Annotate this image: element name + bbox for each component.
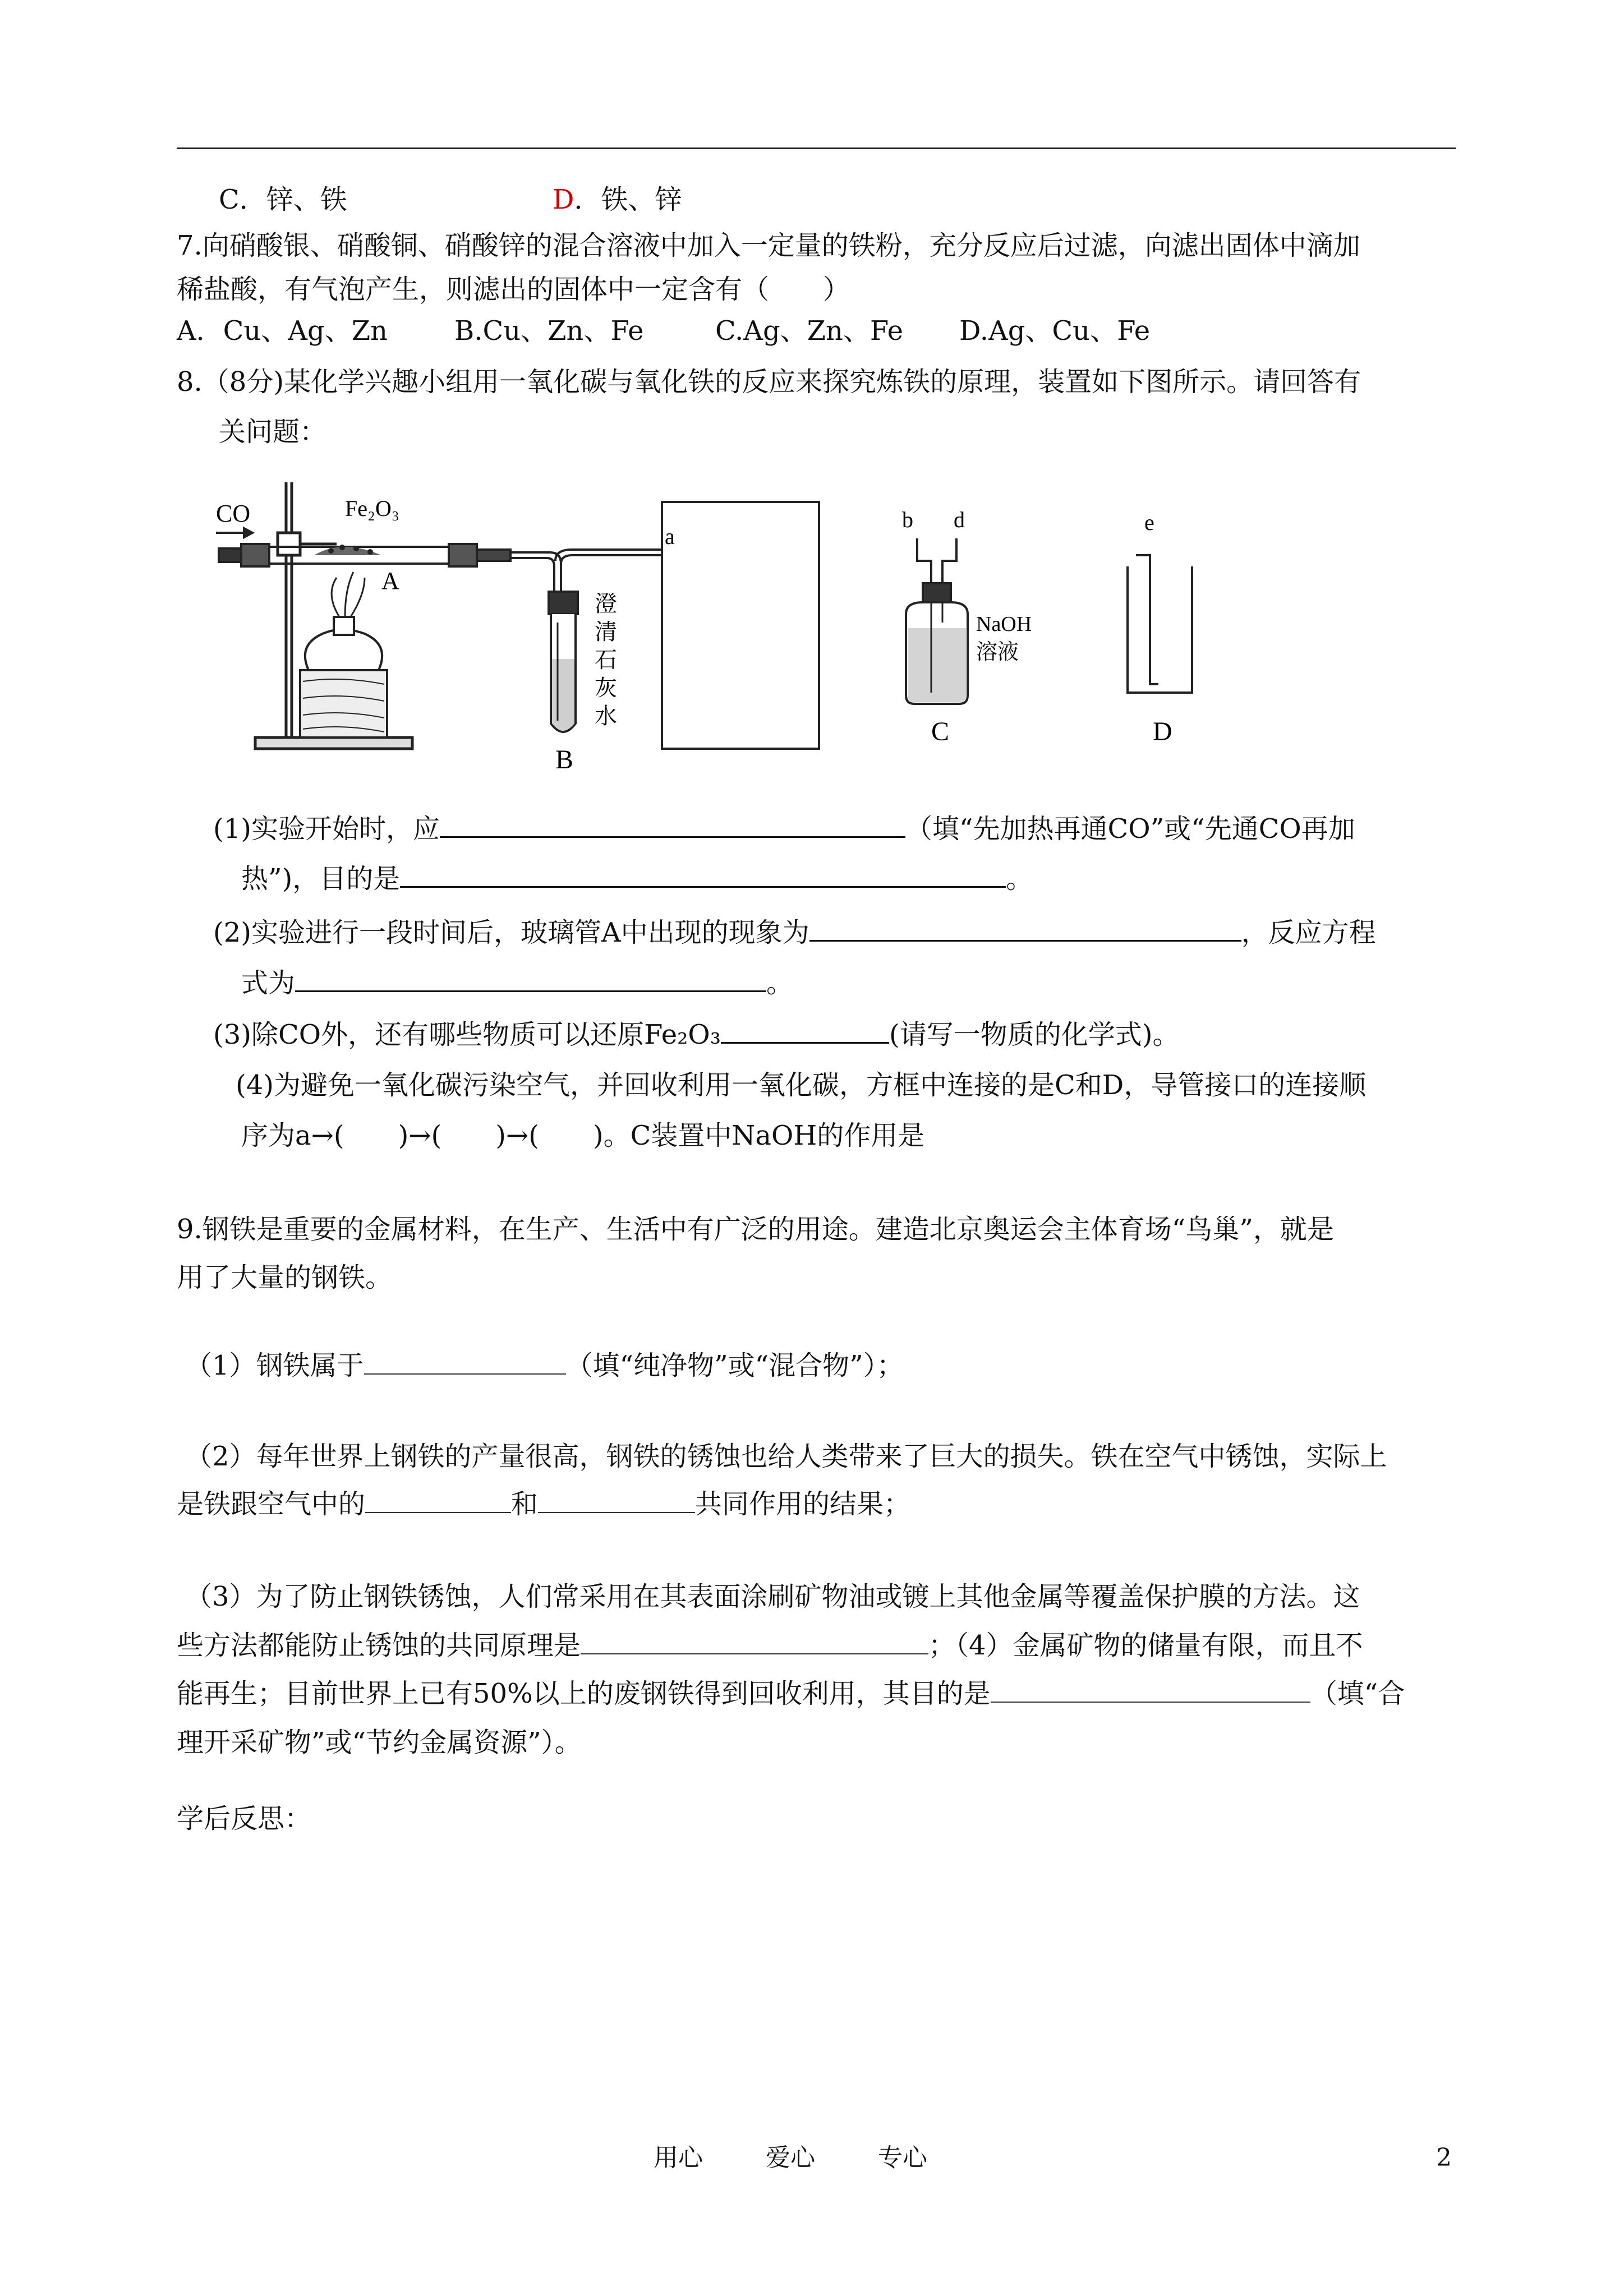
co-arrow bbox=[216, 528, 252, 537]
beaker-d-label: D bbox=[1153, 717, 1172, 746]
page-number: 2 bbox=[1436, 2143, 1452, 2172]
bottle-c-label: C bbox=[931, 717, 950, 746]
q6-option-d bbox=[553, 183, 682, 216]
q8-line-1: 8.（8分)某化学兴趣小组用一氧化碳与氧化铁的反应来探究炼铁的原理，装置如下图所示。请回答有 bbox=[177, 366, 1361, 398]
limewater-char-4: 灰 bbox=[595, 675, 617, 700]
reflection-heading: 学后反思： bbox=[177, 1803, 312, 1834]
q7-option-b: B.Cu、Zn、Fe bbox=[454, 315, 644, 347]
port-b-label: b bbox=[902, 507, 913, 532]
q6-option-c: C．锌、铁 bbox=[219, 184, 347, 215]
port-e-label: e bbox=[1144, 510, 1154, 535]
q9-part-1-blank[interactable] bbox=[364, 1351, 566, 1375]
beaker-d bbox=[1128, 555, 1192, 693]
header-rule bbox=[177, 147, 1456, 149]
limewater-char-5: 水 bbox=[595, 703, 617, 729]
q9-part-2-tail: 共同作用的结果； bbox=[695, 1488, 911, 1520]
q9-part-3-blank-1[interactable] bbox=[581, 1631, 928, 1654]
test-tube-b bbox=[549, 592, 578, 732]
q9-part-3-prompt: 些方法都能防止锈蚀的共同原理是 bbox=[177, 1630, 581, 1661]
q7-option-a: A．Cu、Ag、Zn bbox=[177, 315, 388, 347]
limewater-char-2: 清 bbox=[595, 619, 617, 644]
q9-part-3-line-3 bbox=[177, 1677, 1405, 1711]
q6-option-d-text: ．铁、锌 bbox=[574, 184, 682, 215]
q8-part-3-hint: (请写一物质的化学式)。 bbox=[889, 1019, 1180, 1050]
q9-part-2-prompt: 是铁跟空气中的 bbox=[177, 1488, 366, 1520]
footer-item-2: 爱心 bbox=[766, 2143, 815, 2172]
q8-part-1-prompt: (1)实验开始时，应 bbox=[213, 813, 440, 845]
test-tube-b-label: B bbox=[555, 745, 574, 774]
q8-part-2-end: 。 bbox=[766, 967, 794, 999]
alcohol-lamp bbox=[305, 572, 382, 670]
q8-part-3-blank[interactable] bbox=[721, 1017, 889, 1044]
naoh-label: NaOH bbox=[976, 612, 1032, 636]
co-label: CO bbox=[216, 500, 251, 527]
burner-base bbox=[300, 670, 387, 737]
q8-part-1-line-2 bbox=[241, 861, 1033, 896]
port-d-label: d bbox=[954, 507, 965, 532]
q9-part-4-prompt: 能再生；目前世界上已有50%以上的废钢铁得到回收利用，其目的是 bbox=[177, 1678, 991, 1709]
q8-part-2-prompt: (2)实验进行一段时间后，玻璃管A中出现的现象为 bbox=[213, 917, 809, 948]
q9-part-1-prompt: （1）钢铁属于 bbox=[185, 1350, 364, 1381]
port-a-label: a bbox=[665, 524, 675, 549]
q7-line-2: 稀盐酸，有气泡产生，则滤出的固体中一定含有（ ） bbox=[177, 274, 850, 305]
q9-part-3-line-2 bbox=[177, 1629, 1363, 1662]
q9-part-2-blank-1[interactable] bbox=[365, 1490, 511, 1513]
port-a-tube bbox=[555, 550, 662, 564]
q9-part-2-line-1: （2）每年世界上钢铁的产量很高，钢铁的锈蚀也给人类带来了巨大的损失。铁在空气中锈蚀，实际上 bbox=[185, 1441, 1387, 1472]
q8-part-2-blank-1[interactable] bbox=[809, 915, 1241, 942]
q8-part-4-line-2: 序为a→( )→( )→( )。C装置中NaOH的作用是 bbox=[241, 1120, 925, 1151]
q8-line-2: 关问题： bbox=[219, 416, 327, 448]
q9-part-3-line-1: （3）为了防止钢铁锈蚀，人们常采用在其表面涂刷矿物油或镀上其他金属等覆盖保护膜的方法。这 bbox=[185, 1581, 1360, 1612]
q8-part-3-prompt: (3)除CO外，还有哪些物质可以还原Fe₂O₃ bbox=[213, 1019, 721, 1050]
q8-part-4-line-1: (4)为避免一氧化碳污染空气，并回收利用一氧化碳，方框中连接的是C和D，导管接口的连接顺 bbox=[236, 1069, 1367, 1101]
q8-part-1-purpose: 热”)，目的是 bbox=[241, 863, 401, 895]
q9-part-3-line-4: 理开采矿物”或“节约金属资源”）。 bbox=[177, 1727, 582, 1758]
q9-part-2-line-2 bbox=[177, 1487, 910, 1521]
q9-part-4-hint: （填“合 bbox=[1310, 1678, 1405, 1709]
q8-part-1-line-1 bbox=[213, 812, 1355, 846]
q7-option-d: D.Ag、Cu、Fe bbox=[959, 315, 1151, 347]
q8-part-3 bbox=[213, 1017, 1179, 1052]
tube-a-label: A bbox=[381, 567, 399, 594]
q8-part-1-end: 。 bbox=[1006, 863, 1033, 895]
q6-option-d-letter: D bbox=[553, 184, 574, 215]
footer-item-1: 用心 bbox=[654, 2143, 703, 2172]
limewater-char-1: 澄 bbox=[595, 591, 617, 616]
q9-part-2-blank-2[interactable] bbox=[538, 1490, 695, 1513]
q9-part-1-hint: （填“纯净物”或“混合物”）； bbox=[565, 1350, 904, 1381]
q8-part-2-tail: ，反应方程 bbox=[1241, 917, 1376, 948]
q7-option-c: C.Ag、Zn、Fe bbox=[715, 315, 904, 347]
glass-tube-a bbox=[219, 544, 510, 566]
naoh-solution-label: 溶液 bbox=[976, 640, 1019, 664]
q9-line-2: 用了大量的钢铁。 bbox=[177, 1262, 393, 1293]
q8-part-1-blank-2[interactable] bbox=[400, 861, 1006, 888]
q9-part-3-mid: ；（4）金属矿物的储量有限，而且不 bbox=[928, 1630, 1363, 1661]
gas-washing-bottle-c bbox=[906, 538, 968, 704]
footer-item-3: 专心 bbox=[878, 2143, 927, 2172]
connection-box bbox=[662, 502, 819, 749]
q8-part-2-equation: 式为 bbox=[241, 967, 296, 999]
apparatus-figure bbox=[202, 477, 1212, 780]
q7-line-1: 7.向硝酸银、硝酸铜、硝酸锌的混合溶液中加入一定量的铁粉，充分反应后过滤，向滤出固体中滴加 bbox=[177, 230, 1360, 261]
q9-part-2-and: 和 bbox=[511, 1488, 539, 1520]
q8-part-1-blank-1[interactable] bbox=[440, 812, 905, 838]
q9-part-1 bbox=[185, 1349, 904, 1382]
limewater-char-3: 石 bbox=[595, 647, 617, 672]
q8-part-2-blank-2[interactable] bbox=[295, 966, 766, 992]
fe2o3-label: Fe₂O₃ bbox=[345, 496, 399, 521]
q8-part-2-line-1 bbox=[213, 915, 1376, 949]
q8-part-1-hint: （填“先加热再通CO”或“先通CO再加 bbox=[905, 813, 1355, 845]
q8-part-2-line-2 bbox=[241, 966, 793, 1000]
q9-part-4-blank[interactable] bbox=[991, 1679, 1310, 1703]
q9-line-1: 9.钢铁是重要的金属材料，在生产、生活中有广泛的用途。建造北京奥运会主体育场“鸟巢”，就是 bbox=[177, 1214, 1334, 1245]
